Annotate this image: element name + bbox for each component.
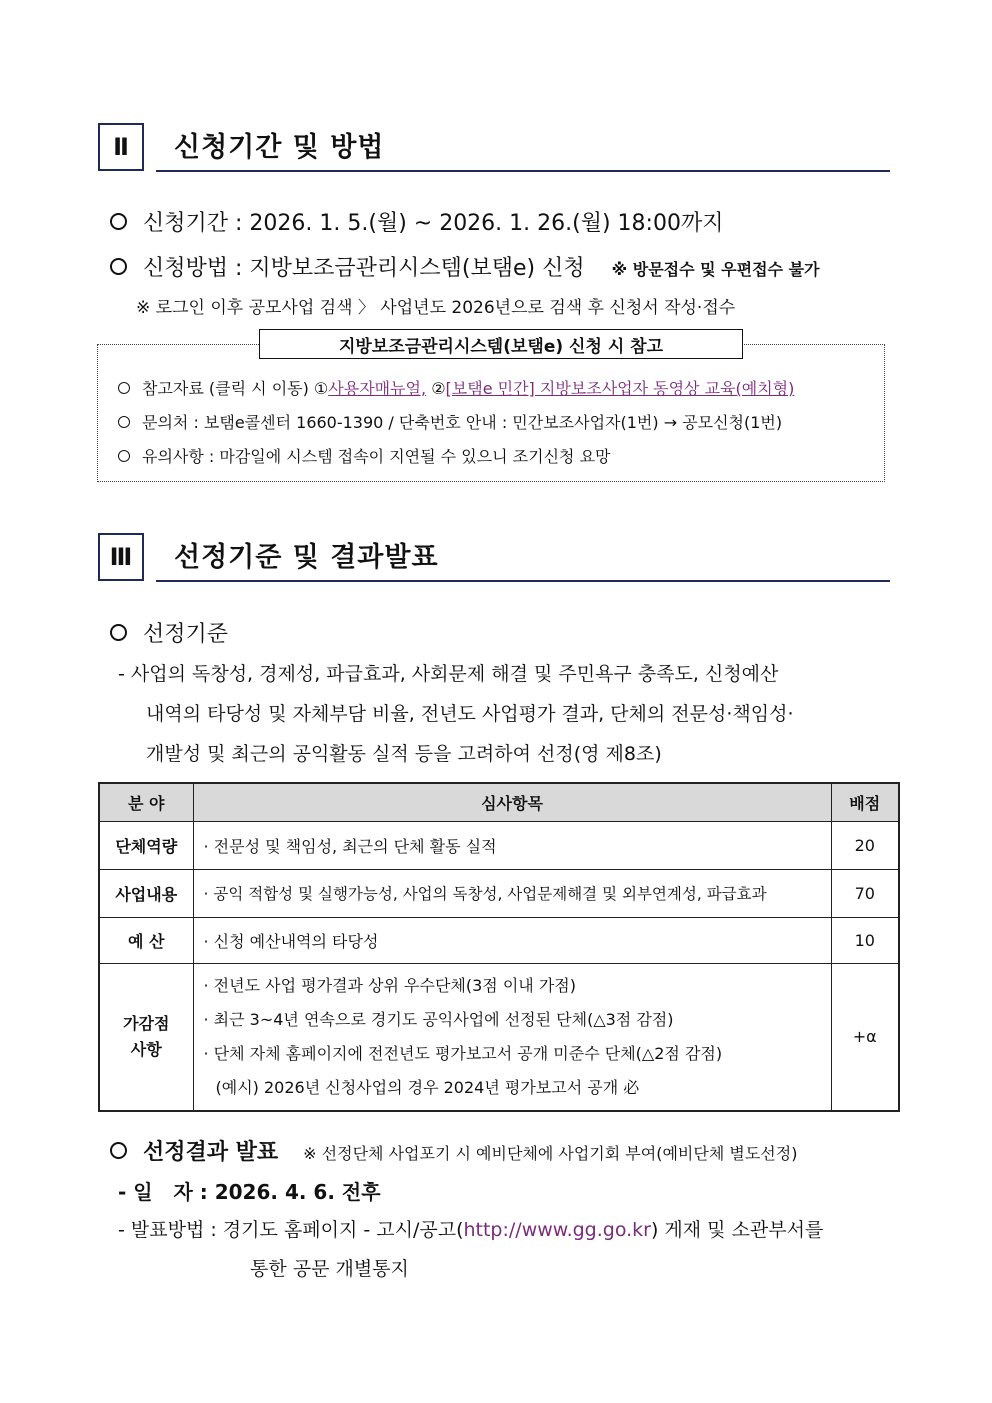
row-category: 사업내용 xyxy=(99,869,193,917)
circle-bullet-icon xyxy=(110,258,127,275)
announce-line-1: - 발표방법 : 경기도 홈페이지 - 고시/공고(http://www.gg.go.kr) 게재 및 소관부서를 xyxy=(118,1219,824,1241)
section-2-header xyxy=(98,123,890,167)
header-score: 배점 xyxy=(831,783,899,821)
row-item-line: (예시) 2026년 신청사업의 경우 2024년 평가보고서 공개 必 xyxy=(215,1077,640,1097)
criteria-desc-1: - 사업의 독창성, 경제성, 파급효과, 사회문제 해결 및 주민욕구 충족도, 신청예산 xyxy=(118,663,779,685)
section-2-number: Ⅱ xyxy=(98,123,144,171)
caution-line: 유의사항 : 마감일에 시스템 접속이 지연될 수 있으니 조기신청 요망 xyxy=(118,444,610,467)
row-score: 10 xyxy=(831,917,899,963)
contact-line: 문의처 : 보탬e콜센터 1660-1390 / 단축번호 안내 : 민간보조사업자(1번) → 공모신청(1번) xyxy=(118,410,782,433)
criteria-heading: 선정기준 xyxy=(110,617,228,648)
login-note: ※ 로그인 이후 공모사업 검색 〉 사업년도 2026년으로 검색 후 신청서 작성·접수 xyxy=(136,298,736,318)
circle-bullet-icon xyxy=(110,624,127,641)
section-3-number: Ⅲ xyxy=(98,533,144,581)
header-items: 심사항목 xyxy=(193,783,831,821)
circle-bullet-icon xyxy=(118,382,130,394)
table-row xyxy=(99,821,899,869)
row-items: · 공익 적합성 및 실행가능성, 사업의 독창성, 사업문제해결 및 외부연계성, 파급효과 xyxy=(193,869,831,917)
row-score: 70 xyxy=(831,869,899,917)
row-score: +α xyxy=(831,963,899,1111)
method-note: ※ 방문접수 및 우편접수 불가 xyxy=(611,260,820,279)
user-manual-link[interactable]: 사용자매뉴얼, xyxy=(328,379,427,398)
reference-materials-line: 참고자료 (클릭 시 이동) ①사용자매뉴얼, ②[보탬e 민간] 지방보조사업자 동영상 교육(예치형) xyxy=(118,376,794,399)
table-header-row xyxy=(99,783,899,821)
circle-bullet-icon xyxy=(110,1142,127,1159)
circle-bullet-icon xyxy=(118,450,130,462)
circle-bullet-icon xyxy=(110,213,127,230)
announce-line-2: 통한 공문 개별통지 xyxy=(250,1258,409,1280)
criteria-table xyxy=(98,782,900,1112)
period-line: 신청기간 : 2026. 1. 5.(월) ~ 2026. 1. 26.(월) 18:00까지 xyxy=(110,206,723,237)
section-2-underline xyxy=(156,170,890,172)
result-heading: 선정결과 발표 ※ 선정단체 사업포기 시 예비단체에 사업기회 부여(예비단체 별도선정) xyxy=(110,1135,797,1166)
result-note: ※ 선정단체 사업포기 시 예비단체에 사업기회 부여(예비단체 별도선정) xyxy=(303,1144,798,1163)
section-3-underline xyxy=(156,580,890,582)
row-item-line: · 최근 3~4년 연속으로 경기도 공익사업에 선정된 단체(△3점 감점) xyxy=(203,1009,674,1029)
table-row xyxy=(99,917,899,963)
section-2-title: 신청기간 및 방법 xyxy=(174,132,385,163)
row-items: · 신청 예산내역의 타당성 xyxy=(193,917,831,963)
reference-box-title: 지방보조금관리시스템(보탬e) 신청 시 참고 xyxy=(259,329,743,359)
section-3-header xyxy=(98,533,890,577)
row-item-line: · 단체 자체 홈페이지에 전전년도 평가보고서 공개 미준수 단체(△2점 감점) xyxy=(203,1043,723,1063)
video-education-link[interactable]: [보탬e 민간] 지방보조사업자 동영상 교육(예치형) xyxy=(445,379,795,398)
criteria-desc-2: 내역의 타당성 및 자체부담 비율, 전년도 사업평가 결과, 단체의 전문성·책임성· xyxy=(146,703,794,725)
header-category: 분 야 xyxy=(99,783,193,821)
table-row xyxy=(99,869,899,917)
table-row xyxy=(99,963,899,1111)
row-category: 예 산 xyxy=(99,917,193,963)
gg-website-link[interactable]: http://www.gg.go.kr xyxy=(463,1219,651,1241)
row-category: 가감점 사항 xyxy=(99,963,193,1111)
row-item-line: · 전년도 사업 평가결과 상위 우수단체(3점 이내 가점) xyxy=(203,975,576,995)
row-items xyxy=(193,963,831,1111)
row-items: · 전문성 및 책임성, 최근의 단체 활동 실적 xyxy=(193,821,831,869)
circle-bullet-icon xyxy=(118,416,130,428)
row-score: 20 xyxy=(831,821,899,869)
criteria-desc-3: 개발성 및 최근의 공익활동 실적 등을 고려하여 선정(영 제8조) xyxy=(146,743,662,765)
method-line: 신청방법 : 지방보조금관리시스템(보탬e) 신청 ※ 방문접수 및 우편접수 불가 xyxy=(110,251,820,282)
date-line: - 일 자 : 2026. 4. 6. 전후 xyxy=(118,1180,381,1204)
section-3-title: 선정기준 및 결과발표 xyxy=(174,542,439,573)
row-category: 단체역량 xyxy=(99,821,193,869)
